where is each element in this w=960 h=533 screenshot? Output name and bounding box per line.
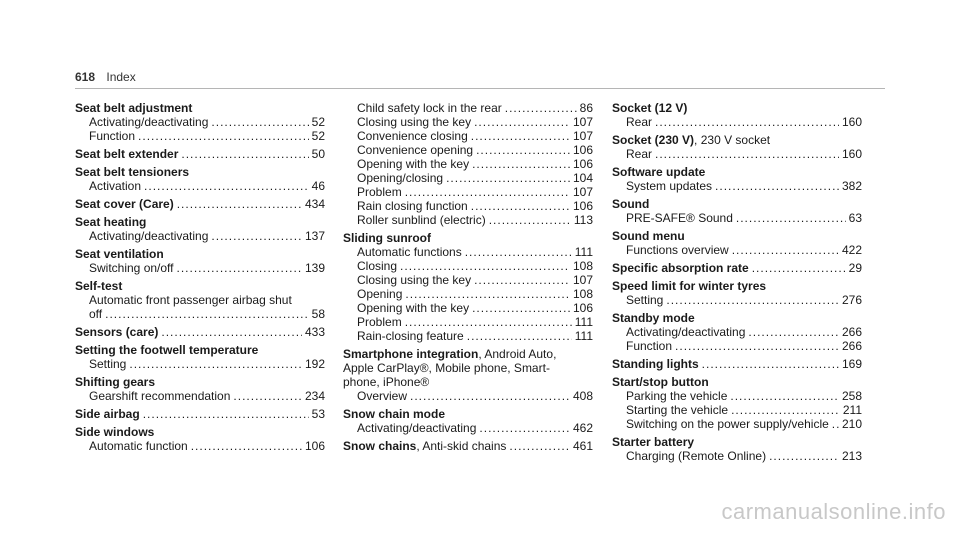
index-subentry[interactable] bbox=[612, 211, 862, 225]
subentry-label: Opening with the key bbox=[357, 301, 470, 315]
page-ref[interactable]: 106 bbox=[572, 143, 593, 157]
index-entry bbox=[75, 215, 325, 243]
subentry-label: Opening/closing bbox=[357, 171, 444, 185]
page-ref[interactable]: 433 bbox=[304, 325, 325, 339]
page-ref[interactable]: 29 bbox=[848, 261, 862, 275]
leader-dots bbox=[675, 339, 839, 353]
entry-heading bbox=[612, 435, 862, 449]
index-entry bbox=[612, 165, 862, 193]
index-subentry[interactable] bbox=[75, 307, 325, 321]
index-entry bbox=[612, 101, 862, 129]
index-subentry[interactable] bbox=[612, 243, 862, 257]
subentry-label: Switching on the power supply/vehicle bbox=[626, 417, 829, 431]
subentry-label: Overview bbox=[357, 389, 408, 403]
index-subentry[interactable] bbox=[75, 357, 325, 371]
subentry-label: Rear bbox=[626, 147, 653, 161]
entry-heading bbox=[612, 229, 862, 243]
subentry-label-line: Automatic front passenger airbag shut bbox=[89, 293, 292, 307]
leader-dots bbox=[666, 293, 839, 307]
index-subentry[interactable] bbox=[343, 129, 593, 143]
index-subentry[interactable] bbox=[343, 245, 593, 259]
leader-dots bbox=[177, 197, 302, 211]
entry-heading bbox=[612, 165, 862, 179]
leader-dots bbox=[467, 329, 572, 343]
entry-heading-text: Side windows bbox=[75, 425, 155, 439]
index-subentry[interactable] bbox=[612, 115, 862, 129]
leader-dots bbox=[732, 243, 839, 257]
page-ref[interactable]: 408 bbox=[572, 389, 593, 403]
subentry-label: Activating/deactivating bbox=[89, 229, 209, 243]
leader-dots bbox=[471, 199, 570, 213]
index-entry bbox=[343, 407, 593, 435]
index-entry bbox=[75, 279, 325, 321]
page-ref[interactable]: 63 bbox=[848, 211, 862, 225]
leader-dots bbox=[161, 325, 302, 339]
index-entry bbox=[343, 231, 593, 343]
index-entry bbox=[343, 347, 593, 403]
index-subentry[interactable] bbox=[343, 389, 593, 403]
index-entry bbox=[75, 375, 325, 403]
index-entry bbox=[75, 197, 325, 211]
entry-heading-text: Sensors (care) bbox=[75, 325, 159, 339]
entry-heading-text: Start/stop button bbox=[612, 375, 709, 389]
entry-heading-text: Seat belt extender bbox=[75, 147, 179, 161]
subentry-label: Closing using the key bbox=[357, 273, 472, 287]
entry-heading-text: Socket (12 V) bbox=[612, 101, 688, 115]
page-ref[interactable]: 462 bbox=[572, 421, 593, 435]
leader-dots bbox=[446, 171, 570, 185]
index-subentry[interactable] bbox=[343, 259, 593, 273]
entry-heading-text: Side airbag bbox=[75, 407, 140, 421]
index-subentry[interactable] bbox=[343, 301, 593, 315]
entry-heading[interactable] bbox=[343, 439, 593, 453]
leader-dots bbox=[474, 115, 570, 129]
page-ref[interactable]: 50 bbox=[311, 147, 325, 161]
index-subentry[interactable] bbox=[343, 287, 593, 301]
page-ref[interactable]: 111 bbox=[574, 245, 593, 259]
subentry-label: PRE-SAFE® Sound bbox=[626, 211, 733, 225]
entry-heading-text: Sliding sunroof bbox=[343, 231, 431, 245]
index-entry bbox=[612, 261, 862, 275]
entry-heading-text: Speed limit for winter tyres bbox=[612, 279, 767, 293]
index-subentry[interactable] bbox=[343, 199, 593, 213]
page-ref[interactable]: 53 bbox=[311, 407, 325, 421]
entry-heading[interactable] bbox=[75, 407, 325, 421]
entry-heading-text: Software update bbox=[612, 165, 706, 179]
index-entry bbox=[343, 101, 593, 227]
leader-dots bbox=[509, 439, 570, 453]
subentry-label: Functions overview bbox=[626, 243, 729, 257]
leader-dots bbox=[105, 307, 309, 321]
leader-dots bbox=[736, 211, 846, 225]
page-ref[interactable]: 382 bbox=[841, 179, 862, 193]
subentry-label: Automatic functions bbox=[357, 245, 462, 259]
page-ref[interactable]: 211 bbox=[842, 403, 862, 417]
leader-dots bbox=[405, 185, 570, 199]
index-entry bbox=[612, 375, 862, 431]
leader-dots bbox=[731, 403, 840, 417]
page-ref[interactable]: 169 bbox=[841, 357, 862, 371]
leader-dots bbox=[476, 143, 570, 157]
leader-dots bbox=[748, 325, 839, 339]
page-ref[interactable]: 422 bbox=[841, 243, 862, 257]
entry-heading-continued: Apple CarPlay®, Mobile phone, Smart- bbox=[343, 361, 550, 375]
page-ref[interactable]: 160 bbox=[841, 115, 862, 129]
subentry-label: Closing using the key bbox=[357, 115, 472, 129]
entry-heading-continued: phone, iPhone® bbox=[343, 375, 430, 389]
page-ref[interactable]: 111 bbox=[574, 315, 593, 329]
leader-dots bbox=[400, 259, 570, 273]
index-column-2 bbox=[343, 101, 593, 457]
subentry-label: Activation bbox=[89, 179, 142, 193]
leader-dots bbox=[474, 273, 570, 287]
subentry-label: System updates bbox=[626, 179, 713, 193]
leader-dots bbox=[211, 229, 302, 243]
page-ref[interactable]: 107 bbox=[572, 185, 593, 199]
page-ref[interactable]: 58 bbox=[311, 307, 325, 321]
leader-dots bbox=[410, 389, 570, 403]
index-subentry[interactable] bbox=[612, 339, 862, 353]
index-entry bbox=[612, 197, 862, 225]
entry-heading-text: Standby mode bbox=[612, 311, 695, 325]
subentry-label: Problem bbox=[357, 315, 402, 329]
leader-dots bbox=[752, 261, 846, 275]
entry-heading bbox=[612, 133, 862, 147]
entry-heading[interactable] bbox=[612, 261, 862, 275]
entry-heading-text[interactable]: Smartphone integration bbox=[343, 347, 479, 361]
index-column-1 bbox=[75, 101, 325, 457]
index-subentry[interactable] bbox=[343, 315, 593, 329]
leader-dots bbox=[472, 301, 570, 315]
page-ref[interactable]: 86 bbox=[579, 101, 593, 115]
watermark: carmanualsonline.info bbox=[721, 499, 946, 524]
index-subentry[interactable] bbox=[343, 213, 593, 227]
subentry-label: Closing bbox=[357, 259, 398, 273]
page-ref[interactable]: 276 bbox=[841, 293, 862, 307]
entry-heading[interactable] bbox=[343, 347, 593, 361]
page-ref[interactable]: 107 bbox=[572, 129, 593, 143]
entry-heading[interactable] bbox=[75, 197, 325, 211]
index-entry bbox=[612, 133, 862, 161]
subentry-label: Opening bbox=[357, 287, 403, 301]
page-ref[interactable]: 46 bbox=[311, 179, 325, 193]
entry-heading-text: Self-test bbox=[75, 279, 123, 293]
index-subentry[interactable] bbox=[343, 143, 593, 157]
subentry-label: Activating/deactivating bbox=[357, 421, 477, 435]
leader-dots bbox=[655, 115, 839, 129]
entry-heading[interactable] bbox=[75, 147, 325, 161]
leader-dots bbox=[479, 421, 570, 435]
entry-heading-text: Sound menu bbox=[612, 229, 685, 243]
subentry-label: Rain closing function bbox=[357, 199, 468, 213]
index-subentry[interactable] bbox=[343, 157, 593, 171]
page-ref[interactable]: 106 bbox=[572, 301, 593, 315]
subentry-label: Automatic function bbox=[89, 439, 188, 453]
entry-heading bbox=[75, 425, 325, 439]
entry-heading-extra: , Android Auto, bbox=[478, 347, 557, 361]
index-entry bbox=[75, 147, 325, 161]
subentry-label: Switching on/off bbox=[89, 261, 174, 275]
page-ref[interactable]: 160 bbox=[841, 147, 862, 161]
page-ref[interactable]: 266 bbox=[841, 339, 862, 353]
index-subentry[interactable] bbox=[343, 171, 593, 185]
leader-dots bbox=[405, 315, 572, 329]
index-subentry[interactable] bbox=[343, 101, 593, 115]
page-header bbox=[75, 70, 136, 84]
index-entry bbox=[612, 357, 862, 371]
entry-heading bbox=[612, 375, 862, 389]
index-subentry[interactable] bbox=[612, 293, 862, 307]
page-ref[interactable]: 192 bbox=[304, 357, 325, 371]
page-ref[interactable]: 104 bbox=[572, 171, 593, 185]
index-entry bbox=[343, 439, 593, 453]
index-subentry[interactable] bbox=[612, 147, 862, 161]
subentry-label: Function bbox=[89, 129, 136, 143]
page-title: Index bbox=[106, 70, 136, 84]
page-ref[interactable]: 106 bbox=[572, 199, 593, 213]
entry-heading bbox=[75, 279, 325, 293]
page-ref[interactable]: 111 bbox=[574, 329, 593, 343]
index-subentry[interactable] bbox=[343, 421, 593, 435]
index-entry bbox=[75, 425, 325, 453]
page-ref[interactable]: 108 bbox=[572, 259, 593, 273]
subentry-label: Function bbox=[626, 339, 673, 353]
page-ref[interactable]: 434 bbox=[304, 197, 325, 211]
entry-heading[interactable] bbox=[75, 325, 325, 339]
entry-heading-text: Sound bbox=[612, 197, 650, 211]
index-column-3 bbox=[612, 101, 862, 467]
index-subentry[interactable] bbox=[75, 439, 325, 453]
leader-dots bbox=[211, 115, 308, 129]
page-number: 618 bbox=[75, 70, 96, 84]
entry-heading bbox=[612, 279, 862, 293]
entry-heading bbox=[612, 311, 862, 325]
page-ref[interactable]: 137 bbox=[304, 229, 325, 243]
entry-heading-text: Seat ventilation bbox=[75, 247, 164, 261]
subentry-label: Charging (Remote Online) bbox=[626, 449, 767, 463]
entry-heading-text: Seat belt tensioners bbox=[75, 165, 190, 179]
entry-heading-text: Starter battery bbox=[612, 435, 695, 449]
page-ref[interactable]: 266 bbox=[841, 325, 862, 339]
index-subentry[interactable] bbox=[343, 329, 593, 343]
leader-dots bbox=[505, 101, 577, 115]
index-entry bbox=[612, 311, 862, 353]
entry-heading bbox=[75, 215, 325, 229]
subentry-label: Rain-closing feature bbox=[357, 329, 464, 343]
subentry-label: Opening with the key bbox=[357, 157, 470, 171]
leader-dots bbox=[832, 417, 839, 431]
index-subentry[interactable] bbox=[75, 129, 325, 143]
leader-dots bbox=[655, 147, 839, 161]
subentry-label: Setting bbox=[89, 357, 127, 371]
leader-dots bbox=[769, 449, 839, 463]
leader-dots bbox=[191, 439, 302, 453]
entry-heading bbox=[75, 247, 325, 261]
leader-dots bbox=[138, 129, 309, 143]
leader-dots bbox=[472, 157, 570, 171]
leader-dots bbox=[465, 245, 572, 259]
subentry-label: Starting the vehicle bbox=[626, 403, 729, 417]
index-entry bbox=[612, 435, 862, 463]
page-ref[interactable]: 106 bbox=[572, 157, 593, 171]
leader-dots bbox=[233, 389, 302, 403]
page-ref[interactable]: 108 bbox=[572, 287, 593, 301]
index-entry bbox=[75, 101, 325, 143]
entry-heading-text: Standing lights bbox=[612, 357, 699, 371]
index-subentry[interactable] bbox=[343, 273, 593, 287]
page-ref[interactable]: 210 bbox=[841, 417, 862, 431]
entry-heading-text: Seat belt adjustment bbox=[75, 101, 193, 115]
header-rule bbox=[75, 88, 885, 89]
leader-dots bbox=[177, 261, 302, 275]
entry-heading bbox=[75, 165, 325, 179]
index-entry bbox=[612, 229, 862, 257]
index-entry bbox=[612, 279, 862, 307]
subentry-label: Gearshift recommendation bbox=[89, 389, 231, 403]
page-ref[interactable]: 139 bbox=[304, 261, 325, 275]
leader-dots bbox=[715, 179, 839, 193]
leader-dots bbox=[144, 179, 309, 193]
index-entry bbox=[75, 247, 325, 275]
index-subentry[interactable] bbox=[343, 115, 593, 129]
entry-heading bbox=[612, 101, 862, 115]
subentry-label: Roller sunblind (electric) bbox=[357, 213, 486, 227]
page-ref[interactable]: 113 bbox=[573, 213, 593, 227]
index-subentry[interactable] bbox=[612, 389, 862, 403]
page-ref[interactable]: 52 bbox=[311, 129, 325, 143]
entry-heading-extra: , 230 V socket bbox=[694, 133, 771, 147]
index-entry bbox=[75, 165, 325, 193]
index-entry bbox=[75, 343, 325, 371]
entry-heading bbox=[343, 407, 593, 421]
page-ref[interactable]: 234 bbox=[304, 389, 325, 403]
leader-dots bbox=[702, 357, 839, 371]
entry-heading-text: Specific absorption rate bbox=[612, 261, 749, 275]
index-subentry[interactable] bbox=[612, 179, 862, 193]
leader-dots bbox=[143, 407, 309, 421]
index-subentry[interactable] bbox=[343, 185, 593, 199]
leader-dots bbox=[129, 357, 302, 371]
page-ref[interactable]: 258 bbox=[841, 389, 862, 403]
entry-heading bbox=[75, 343, 325, 357]
entry-heading-text: Snow chain mode bbox=[343, 407, 446, 421]
subentry-label: Convenience closing bbox=[357, 129, 468, 143]
leader-dots bbox=[405, 287, 570, 301]
index-subentry[interactable] bbox=[612, 403, 862, 417]
page-ref[interactable]: 107 bbox=[572, 273, 593, 287]
index-subentry[interactable] bbox=[612, 325, 862, 339]
index-subentry[interactable] bbox=[75, 179, 325, 193]
subentry-label: Activating/deactivating bbox=[89, 115, 209, 129]
entry-heading-text: Shifting gears bbox=[75, 375, 156, 389]
page-ref[interactable]: 461 bbox=[572, 439, 593, 453]
entry-heading-text: Socket (230 V) bbox=[612, 133, 695, 147]
entry-heading-text: Setting the footwell temperature bbox=[75, 343, 259, 357]
page-ref[interactable]: 106 bbox=[304, 439, 325, 453]
subentry-label: Child safety lock in the rear bbox=[357, 101, 502, 115]
entry-heading bbox=[343, 231, 593, 245]
entry-heading-text: Snow chains bbox=[343, 439, 417, 453]
index-subentry[interactable] bbox=[75, 229, 325, 243]
page-ref[interactable]: 107 bbox=[572, 115, 593, 129]
leader-dots bbox=[471, 129, 570, 143]
leader-dots bbox=[181, 147, 308, 161]
index-subentry[interactable] bbox=[75, 389, 325, 403]
leader-dots bbox=[730, 389, 839, 403]
entry-heading-text: Seat heating bbox=[75, 215, 147, 229]
leader-dots bbox=[489, 213, 571, 227]
subentry-label: Setting bbox=[626, 293, 664, 307]
index-subentry[interactable] bbox=[75, 261, 325, 275]
entry-heading bbox=[75, 101, 325, 115]
index-subentry[interactable] bbox=[612, 417, 862, 431]
subentry-label: off bbox=[89, 307, 103, 321]
subentry-label: Rear bbox=[626, 115, 653, 129]
entry-heading bbox=[612, 197, 862, 211]
entry-heading-extra: , Anti-skid chains bbox=[416, 439, 507, 453]
subentry-label: Problem bbox=[357, 185, 402, 199]
page-ref[interactable]: 52 bbox=[311, 115, 325, 129]
entry-heading-text: Seat cover (Care) bbox=[75, 197, 174, 211]
index-entry bbox=[75, 325, 325, 339]
subentry-label: Parking the vehicle bbox=[626, 389, 728, 403]
subentry-label: Activating/deactivating bbox=[626, 325, 746, 339]
index-entry bbox=[75, 407, 325, 421]
index-subentry[interactable] bbox=[612, 449, 862, 463]
entry-heading[interactable] bbox=[612, 357, 862, 371]
entry-heading bbox=[75, 375, 325, 389]
page-ref[interactable]: 213 bbox=[841, 449, 862, 463]
subentry-label: Convenience opening bbox=[357, 143, 474, 157]
index-subentry[interactable] bbox=[75, 115, 325, 129]
